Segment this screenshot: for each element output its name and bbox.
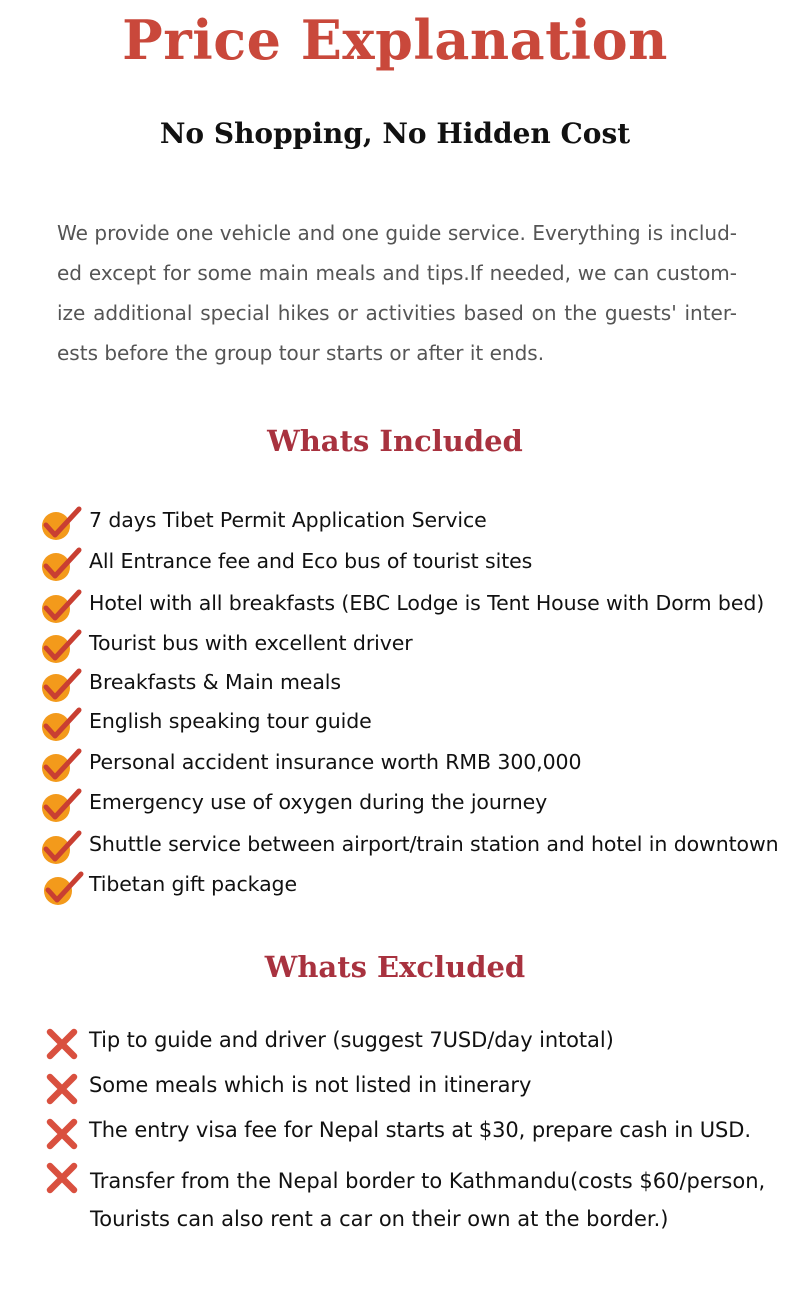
- excluded-item: [0, 1067, 790, 1107]
- orange-check-icon: [42, 871, 86, 907]
- included-item: [0, 703, 790, 743]
- excluded-item: [0, 1022, 790, 1062]
- included-item-text: Tourist bus with excellent driver: [89, 631, 413, 655]
- included-item: [0, 502, 790, 542]
- included-item-text: Personal accident insurance worth RMB 300,000: [89, 750, 582, 774]
- excluded-item-text: Tip to guide and driver (suggest 7USD/day intotal): [89, 1028, 614, 1052]
- included-item: [0, 543, 790, 583]
- included-item: [0, 866, 790, 906]
- orange-check-icon: [40, 830, 84, 866]
- page-title: Price Explanation: [122, 8, 668, 72]
- included-item-text: Breakfasts & Main meals: [89, 670, 341, 694]
- excluded-item-text: Transfer from the Nepal border to Kathmandu(costs $60/person, Tourists can also rent a car on their own at the border.): [90, 1169, 766, 1231]
- orange-check-icon: [40, 629, 84, 665]
- orange-check-icon: [40, 668, 84, 704]
- orange-check-icon: [40, 707, 84, 743]
- included-item: [0, 744, 790, 784]
- excluded-item-text: The entry visa fee for Nepal starts at $30, prepare cash in USD.: [89, 1118, 751, 1142]
- orange-check-icon: [40, 748, 84, 784]
- orange-check-icon: [40, 547, 84, 583]
- included-heading: Whats Included: [267, 424, 523, 458]
- included-item-text: English speaking tour guide: [89, 709, 372, 733]
- included-item-text: Tibetan gift package: [89, 872, 297, 896]
- included-item: [0, 826, 790, 866]
- included-item: [0, 625, 790, 665]
- page-subtitle: No Shopping, No Hidden Cost: [159, 117, 631, 150]
- orange-check-icon: [40, 788, 84, 824]
- included-item-text: All Entrance fee and Eco bus of tourist sites: [89, 549, 533, 573]
- excluded-item-text: Some meals which is not listed in itinerary: [89, 1073, 532, 1097]
- included-item: [0, 784, 790, 824]
- intro-paragraph: We provide one vehicle and one guide service. Everything is includ-ed except for some main meals and tips.If needed, we can custom-ize additional special hikes or activities based on the guests' inter-ests before the group tour starts or after it ends.: [57, 221, 737, 365]
- red-cross-icon: [46, 1073, 78, 1105]
- included-item: [0, 664, 790, 704]
- included-item-text: 7 days Tibet Permit Application Service: [89, 508, 487, 532]
- red-cross-icon: [46, 1118, 78, 1150]
- red-cross-icon: [46, 1162, 78, 1194]
- included-item-text: Emergency use of oxygen during the journey: [89, 790, 548, 814]
- excluded-item: [0, 1112, 790, 1152]
- excluded-item: [0, 1158, 790, 1198]
- orange-check-icon: [40, 506, 84, 542]
- excluded-heading: Whats Excluded: [264, 950, 526, 984]
- orange-check-icon: [40, 589, 84, 625]
- included-item: [0, 585, 790, 625]
- included-item-text: Shuttle service between airport/train station and hotel in downtown: [89, 832, 779, 856]
- red-cross-icon: [46, 1028, 78, 1060]
- included-item-text: Hotel with all breakfasts (EBC Lodge is Tent House with Dorm bed): [89, 591, 765, 615]
